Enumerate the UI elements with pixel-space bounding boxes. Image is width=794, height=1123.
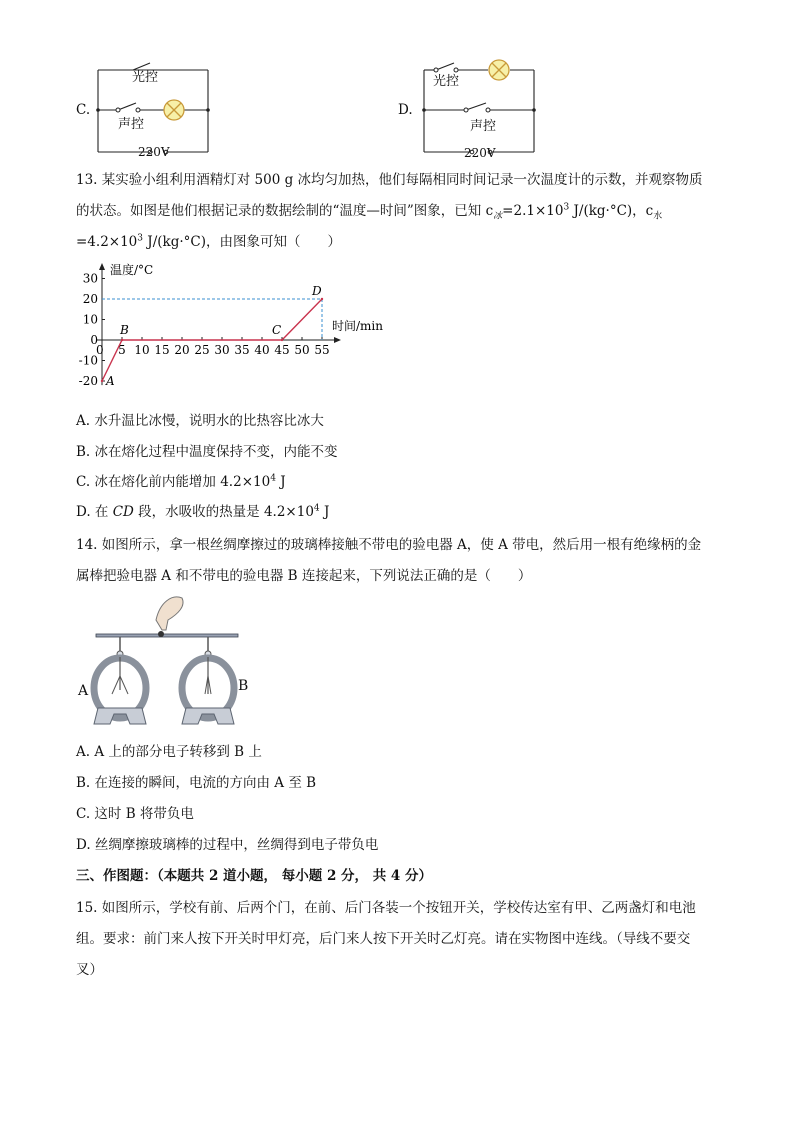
option-a: A. 水升温比冰慢，说明水的比热容比冰大 [76, 413, 324, 429]
option-label: C. [76, 102, 91, 118]
y-tick-label: -20 [78, 374, 98, 388]
option-d: D. 在 CD 段，水吸收的热量是 $4.2\times 10^4$ J [76, 503, 330, 520]
question-text: 叉） [76, 962, 103, 978]
x-axis-arrow [334, 337, 341, 343]
x-axis-label: 时间/min [332, 319, 383, 333]
x-tick-label: 35 [234, 343, 250, 357]
option-c: C. 冰在熔化前内能增加 $4.2\times 10^4$ J [76, 473, 286, 490]
option-b: B. 在连接的瞬间，电流的方向由 A 至 B [76, 775, 317, 791]
x-tick-label: 20 [174, 343, 190, 357]
y-tick-label: 10 [82, 312, 98, 327]
question-text: 15. 如图所示，学校有前、后两个门，在前、后门各装一个按钮开关，学校传达室有甲、乙两盏灯和电池 [76, 900, 696, 916]
question-text: 的状态。如图是他们根据记录的数据绘制的“温度—时间”图象，已知 $c_冰=2.1\times 10^3$ J/(kg·°C)，$c_水$ [76, 202, 663, 222]
light-switch-label: 光控 [433, 74, 460, 89]
y-axis-arrow [99, 263, 105, 270]
sound-switch-label: 声控 [470, 119, 497, 134]
voltage-label: 220V [464, 146, 496, 160]
data-point [321, 298, 323, 300]
point-label-c: C [272, 323, 282, 337]
point-label-b: B [120, 323, 129, 337]
y-tick-label: -10 [78, 353, 98, 368]
option-a: A. A 上的部分电子转移到 B 上 [76, 744, 262, 760]
metal-rod [96, 634, 238, 637]
y-tick-label: 30 [82, 271, 98, 286]
origin-label: 0 [96, 343, 104, 357]
electroscope-figure [74, 590, 264, 730]
x-tick-label: 10 [134, 343, 150, 357]
data-point [121, 339, 123, 341]
section-heading: 三、作图题：（本题共 2 道小题， 每小题 2 分， 共 4 分） [76, 868, 433, 884]
x-tick-label: 40 [254, 343, 270, 357]
temperature-time-chart [72, 258, 402, 390]
electroscope-a-label: A [78, 683, 89, 699]
hand-icon [156, 597, 183, 630]
y-axis-label: 温度/°C [110, 263, 154, 277]
option-b: B. 冰在熔化过程中温度保持不变，内能不变 [76, 444, 338, 460]
x-tick-label: 5 [118, 343, 126, 357]
electroscope-b-icon [182, 637, 234, 724]
voltage-label: 220V [138, 145, 170, 159]
x-tick-label: 15 [154, 343, 170, 357]
lamp-icon [164, 100, 184, 120]
sound-switch-label: 声控 [118, 117, 145, 132]
question-text: 组。要求：前门来人按下开关时甲灯亮，后门来人按下开关时乙灯亮。请在实物图中连线。（导线不要交 [76, 931, 691, 947]
option-d: D. 丝绸摩擦玻璃棒的过程中，丝绸得到电子带负电 [76, 837, 379, 853]
option-c: C. 这时 B 将带负电 [76, 806, 194, 822]
x-tick-label: 50 [294, 343, 310, 357]
option-label: D. [398, 102, 413, 118]
electroscope-b-label: B [238, 678, 249, 694]
data-point [281, 339, 283, 341]
x-tick-label: 55 [314, 343, 330, 357]
x-tick-label: 30 [214, 343, 230, 357]
question-text: $=4.2\times 10^3$ J/(kg·°C)，由图象可知（ ） [76, 233, 341, 250]
lamp-icon [489, 60, 509, 80]
electroscope-a-icon [94, 637, 146, 724]
question-text: 14. 如图所示，拿一根丝绸摩擦过的玻璃棒接触不带电的验电器 A，使 A 带电，然后用一根有绝缘柄的金 [76, 537, 702, 553]
data-point [101, 380, 103, 382]
y-tick-label: 20 [82, 292, 98, 306]
point-label-d: D [312, 284, 322, 298]
question-text: 13. 某实验小组利用酒精灯对 500 g 冰均匀加热，他们每隔相同时间记录一次温度计的示数，并观察物质 [76, 172, 703, 188]
point-label-a: A [106, 374, 115, 388]
x-tick-label: 45 [274, 343, 290, 357]
question-text: 属棒把验电器 A 和不带电的验电器 B 连接起来，下列说法正确的是（ ） [76, 568, 532, 584]
light-switch-label: 光控 [132, 70, 159, 85]
x-tick-label: 25 [194, 343, 210, 357]
y-tick-label: 0 [90, 333, 98, 347]
